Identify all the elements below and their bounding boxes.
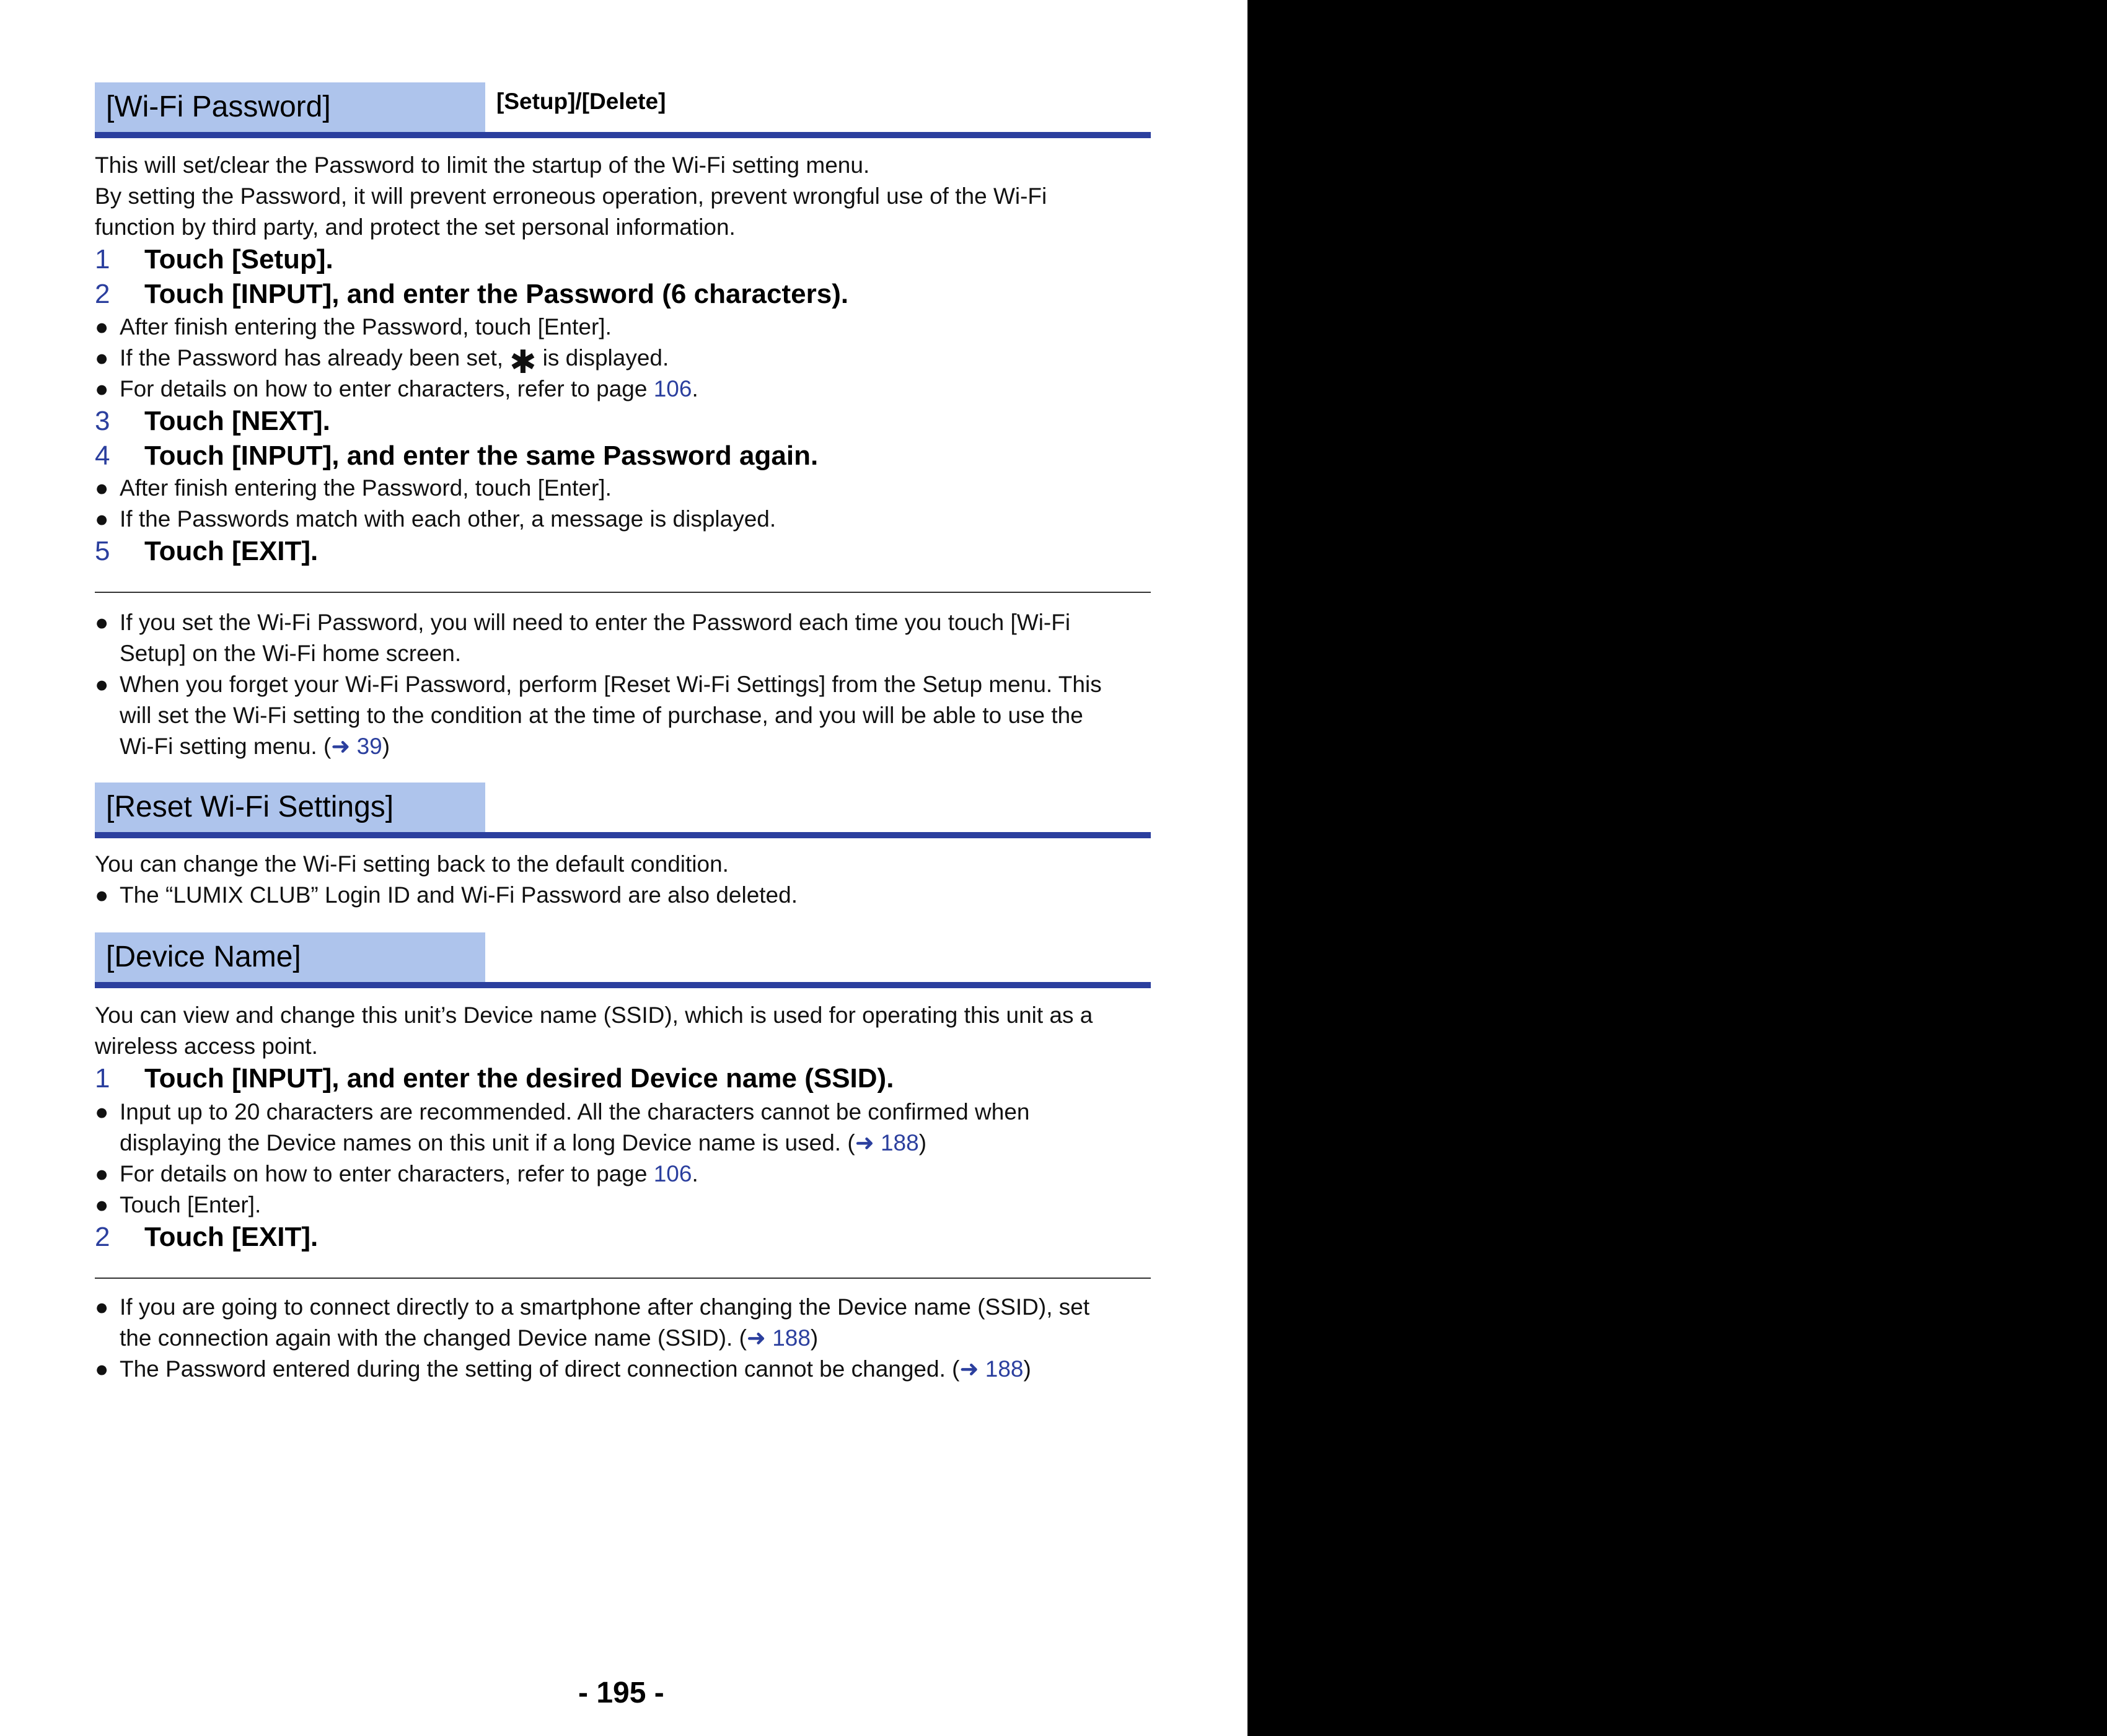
- star-icon: ✱: [509, 344, 537, 380]
- section-header-wifi-password: [95, 82, 1151, 138]
- intro-text: By setting the Password, it will prevent erroneous operation, prevent wrongful use of the Wi-Fi: [95, 183, 1047, 209]
- step-1: [95, 1061, 894, 1096]
- bullet-icon: ●: [95, 1294, 109, 1320]
- page-link[interactable]: ➜ 39: [331, 734, 382, 759]
- step-number: 3: [95, 406, 110, 436]
- bullet-icon: ●: [95, 1192, 109, 1217]
- step-1: [95, 242, 333, 277]
- bullet-icon: ●: [95, 610, 109, 635]
- step-text: Touch [Setup].: [144, 244, 333, 274]
- bullet-icon: ●: [95, 475, 109, 501]
- bullet-icon: ●: [95, 672, 109, 697]
- step-2: [95, 1220, 318, 1255]
- divider: [95, 592, 1151, 593]
- step-number: 1: [95, 244, 110, 274]
- intro-text: You can view and change this unit’s Device name (SSID), which is used for operating this unit as a: [95, 1002, 1093, 1028]
- section-title: [Wi-Fi Password]: [95, 82, 485, 132]
- step-text: Touch [INPUT], and enter the same Password again.: [144, 441, 819, 471]
- intro-text: This will set/clear the Password to limit the startup of the Wi-Fi setting menu.: [95, 152, 870, 178]
- page-link[interactable]: 106: [653, 376, 692, 401]
- bullet-icon: ●: [95, 1161, 109, 1186]
- step-number: 2: [95, 279, 110, 309]
- step-2: [95, 277, 848, 312]
- intro-text: wireless access point.: [95, 1033, 318, 1059]
- section-title: [Device Name]: [95, 932, 485, 982]
- black-side-panel: [1247, 0, 2107, 1736]
- step-text: Touch [INPUT], and enter the desired Device name (SSID).: [144, 1063, 894, 1094]
- section-header-reset-wifi: [95, 783, 1151, 838]
- bullet-icon: ●: [95, 506, 109, 532]
- page-number: - 195 -: [578, 1677, 664, 1709]
- divider: [95, 1278, 1151, 1279]
- page-link[interactable]: ➜ 188: [855, 1130, 919, 1155]
- intro-text: You can change the Wi-Fi setting back to the default condition.: [95, 851, 729, 877]
- bullet-icon: ●: [95, 882, 109, 908]
- step-5: [95, 534, 318, 569]
- step-number: 4: [95, 441, 110, 471]
- page-link[interactable]: 106: [653, 1161, 692, 1186]
- page-link[interactable]: ➜ 188: [746, 1325, 811, 1351]
- bullet-icon: ●: [95, 1356, 109, 1382]
- step-4: [95, 439, 818, 473]
- step-number: 5: [95, 536, 110, 566]
- bullet-icon: ●: [95, 1099, 109, 1124]
- bullet-icon: ●: [95, 376, 109, 401]
- step-3: [95, 404, 330, 439]
- step-text: Touch [NEXT].: [144, 406, 330, 436]
- bullet-icon: ●: [95, 345, 109, 370]
- step-number: 1: [95, 1063, 110, 1094]
- intro-text: function by third party, and protect the set personal information.: [95, 214, 736, 240]
- step-text: Touch [EXIT].: [144, 536, 319, 566]
- section-options: [Setup]/[Delete]: [496, 89, 666, 114]
- page-link[interactable]: ➜ 188: [959, 1356, 1024, 1382]
- section-title: [Reset Wi-Fi Settings]: [95, 783, 485, 832]
- step-text: Touch [INPUT], and enter the Password (6 characters).: [144, 279, 849, 309]
- step-text: Touch [EXIT].: [144, 1222, 319, 1252]
- section-header-device-name: [95, 932, 1151, 988]
- bullet-icon: ●: [95, 314, 109, 340]
- step-number: 2: [95, 1222, 110, 1252]
